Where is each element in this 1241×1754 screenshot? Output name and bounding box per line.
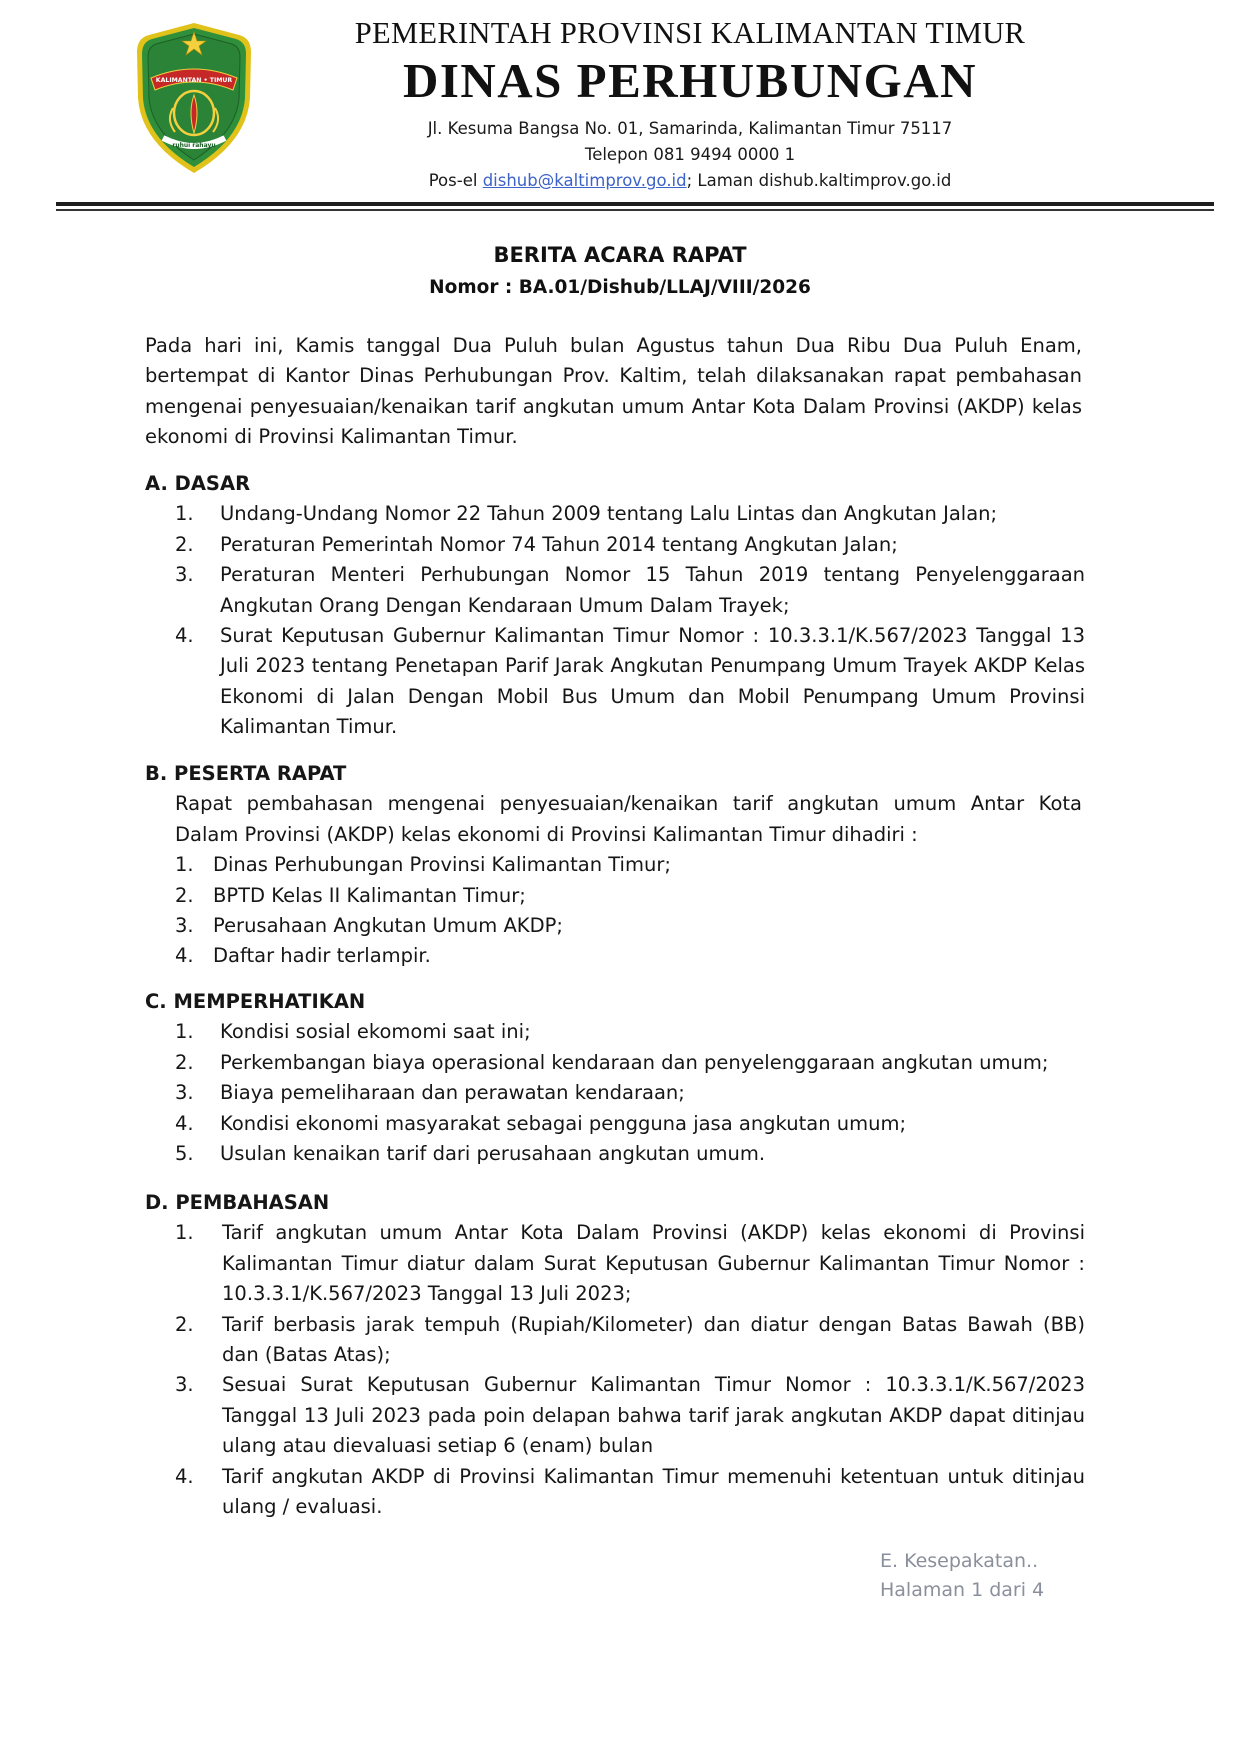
item-text: Undang-Undang Nomor 22 Tahun 2009 tentang Lalu Lintas dan Angkutan Jalan; xyxy=(220,502,998,526)
item-number: 4. xyxy=(175,1111,194,1135)
section-heading: D. PEMBAHASAN xyxy=(145,1191,330,1214)
item-text: Sesuai Surat Keputusan Gubernur Kalimantan Timur Nomor : 10.3.3.1/K.567/2023 Tanggal 13 Juli 2023 pada poin delapan bahwa tarif jarak angkutan AKDP dapat ditinjau ulang atau dievaluasi setiap 6 (enam) bulan xyxy=(222,1373,1085,1458)
item-number: 3. xyxy=(175,914,194,938)
list-item xyxy=(145,1048,1085,1078)
item-number: 4. xyxy=(175,624,194,648)
letterhead-address: Jl. Kesuma Bangsa No. 01, Samarinda, Kalimantan Timur 75117 xyxy=(427,119,953,138)
list-item xyxy=(145,1370,1085,1461)
list-item xyxy=(145,881,1085,911)
section-memperhatikan xyxy=(145,987,1085,1169)
list-item xyxy=(145,1462,1085,1523)
section-heading: A. DASAR xyxy=(145,472,251,495)
item-number: 1. xyxy=(175,502,194,526)
section-list xyxy=(145,850,1085,972)
item-text: Perkembangan biaya operasional kendaraan dan penyelenggaraan angkutan umum; xyxy=(220,1050,1049,1074)
document-number: Nomor : BA.01/Dishub/LLAJ/VIII/2026 xyxy=(429,277,811,298)
letterhead-contact xyxy=(280,171,1100,190)
item-text: Peraturan Menteri Perhubungan Nomor 15 Tahun 2019 tentang Penyelenggaraan Angkutan Orang Dengan Kendaraan Umum Dalam Trayek; xyxy=(220,563,1085,617)
item-text: Usulan kenaikan tarif dari perusahaan angkutan umum. xyxy=(220,1142,766,1166)
list-item xyxy=(145,530,1085,560)
list-item xyxy=(145,1078,1085,1108)
item-text: Surat Keputusan Gubernur Kalimantan Timur Nomor : 10.3.3.1/K.567/2023 Tanggal 13 Juli 2023 tentang Penetapan Parif Jarak Angkutan Penumpang Umum Trayek AKDP Kelas Ekonomi di Jalan Dengan Mobil Bus Umum dan Mobil Penumpang Umum Provinsi Kalimantan Timur. xyxy=(220,624,1085,739)
letterhead-divider-thin xyxy=(56,209,1214,211)
item-text: Tarif angkutan AKDP di Provinsi Kalimantan Timur memenuhi ketentuan untuk ditinjau ulang / evaluasi. xyxy=(222,1464,1085,1519)
item-number: 1. xyxy=(175,1221,194,1245)
email-label: Pos-el xyxy=(428,171,478,190)
page-number: Halaman 1 dari 4 xyxy=(880,1579,1045,1601)
item-text: Kondisi sosial ekomomi saat ini; xyxy=(220,1020,531,1044)
letterhead-government: PEMERINTAH PROVINSI KALIMANTAN TIMUR xyxy=(354,16,1026,50)
continuation-note: E. Kesepakatan.. xyxy=(880,1550,1039,1572)
svg-text:ruhui rahayu: ruhui rahayu xyxy=(172,142,216,149)
list-item xyxy=(145,499,1085,529)
item-text: Perusahaan Angkutan Umum AKDP; xyxy=(213,914,563,938)
list-item xyxy=(145,1139,1085,1169)
item-number: 4. xyxy=(175,944,194,968)
list-item xyxy=(145,621,1085,743)
item-text: Daftar hadir terlampir. xyxy=(213,944,431,968)
item-text: Peraturan Pemerintah Nomor 74 Tahun 2014 tentang Angkutan Jalan; xyxy=(220,532,898,556)
letterhead-department: DINAS PERHUBUNGAN xyxy=(402,53,978,108)
website-text: ; Laman dishub.kaltimprov.go.id xyxy=(686,171,952,190)
item-number: 3. xyxy=(175,1373,194,1397)
section-list xyxy=(145,1017,1085,1169)
item-number: 3. xyxy=(175,1081,194,1105)
letterhead-divider xyxy=(56,202,1214,206)
item-number: 3. xyxy=(175,563,194,587)
intro-paragraph: Pada hari ini, Kamis tanggal Dua Puluh bulan Agustus tahun Dua Ribu Dua Puluh Enam, bertempat di Kantor Dinas Perhubungan Prov. Kaltim, telah dilaksanakan rapat pembahasan mengenai penyesuaian/kenaikan tarif angkutan umum Antar Kota Dalam Provinsi (AKDP) kelas ekonomi di Provinsi Kalimantan Timur. xyxy=(145,334,1082,449)
list-item xyxy=(145,1218,1085,1309)
item-text: Biaya pemeliharaan dan perawatan kendaraan; xyxy=(220,1081,685,1105)
list-item xyxy=(145,560,1085,621)
item-text: Tarif angkutan umum Antar Kota Dalam Provinsi (AKDP) kelas ekonomi di Provinsi Kalimantan Timur diatur dalam Surat Keputusan Gubernur Kalimantan Timur Nomor : 10.3.3.1/K.567/2023 Tanggal 13 Juli 2023; xyxy=(222,1221,1085,1306)
item-number: 5. xyxy=(175,1142,194,1166)
section-peserta-rapat xyxy=(145,759,1085,972)
item-number: 2. xyxy=(175,883,194,907)
item-text: Dinas Perhubungan Provinsi Kalimantan Timur; xyxy=(213,853,671,877)
list-item xyxy=(145,850,1085,880)
item-text: BPTD Kelas II Kalimantan Timur; xyxy=(213,883,526,907)
section-pembahasan xyxy=(145,1188,1085,1522)
item-number: 1. xyxy=(175,853,194,877)
section-heading: C. MEMPERHATIKAN xyxy=(145,990,366,1013)
item-text: Kondisi ekonomi masyarakat sebagai pengguna jasa angkutan umum; xyxy=(220,1111,907,1135)
section-list xyxy=(145,1218,1085,1522)
section-heading: B. PESERTA RAPAT xyxy=(145,762,347,785)
list-item xyxy=(145,1310,1085,1371)
item-number: 1. xyxy=(175,1020,194,1044)
item-text: Tarif berbasis jarak tempuh (Rupiah/Kilometer) dan diatur dengan Batas Bawah (BB) dan (Batas Atas); xyxy=(222,1312,1085,1367)
section-dasar xyxy=(145,469,1085,743)
svg-text:KALIMANTAN • TIMUR: KALIMANTAN • TIMUR xyxy=(155,77,233,84)
section-list xyxy=(145,499,1085,742)
email-link[interactable]: dishub@kaltimprov.go.id xyxy=(482,171,687,190)
list-item xyxy=(145,1109,1085,1139)
kalimantan-timur-emblem-icon xyxy=(133,20,255,176)
section-intro: Rapat pembahasan mengenai penyesuaian/kenaikan tarif angkutan umum Antar Kota Dalam Provinsi (AKDP) kelas ekonomi di Provinsi Kalimantan Timur dihadiri : xyxy=(175,792,1082,846)
list-item xyxy=(145,1017,1085,1047)
item-number: 2. xyxy=(175,532,194,556)
item-number: 4. xyxy=(175,1464,194,1488)
item-number: 2. xyxy=(175,1050,194,1074)
page-footer xyxy=(880,1547,1044,1605)
item-number: 2. xyxy=(175,1312,194,1336)
list-item xyxy=(145,941,1085,971)
document-title: BERITA ACARA RAPAT xyxy=(493,243,747,267)
letterhead-phone: Telepon 081 9494 0000 1 xyxy=(584,145,796,164)
list-item xyxy=(145,911,1085,941)
